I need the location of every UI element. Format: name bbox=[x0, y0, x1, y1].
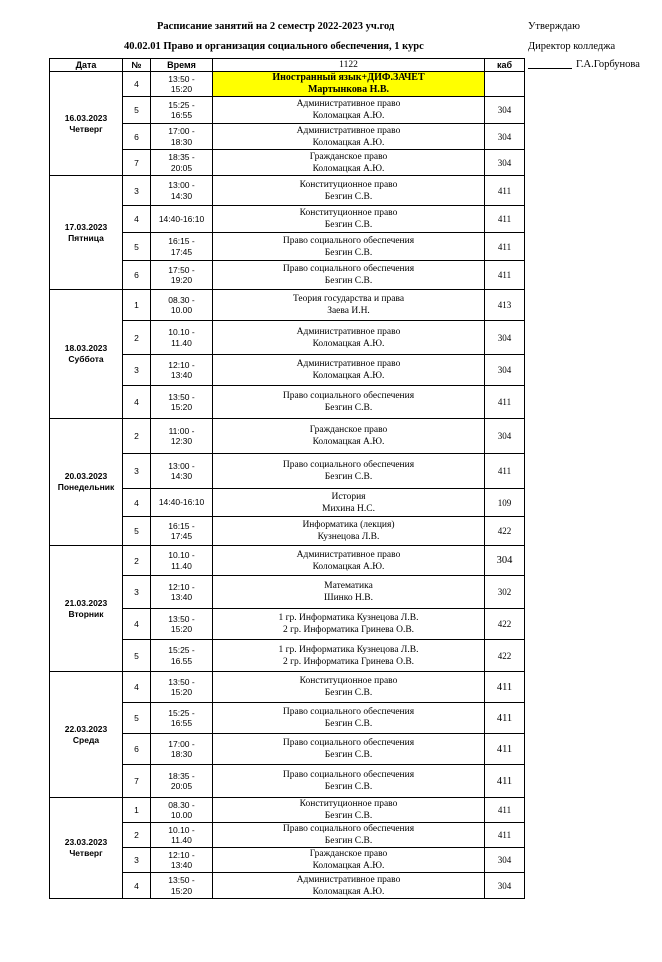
day-cell bbox=[50, 672, 123, 798]
teacher-name: Безгин С.В. bbox=[324, 191, 373, 202]
time-line: 15:20 bbox=[170, 687, 193, 697]
subject-name: Право социального обеспечения bbox=[282, 460, 415, 470]
subject-name: Конституционное право bbox=[299, 799, 398, 809]
lesson-room: 422 bbox=[485, 517, 525, 546]
time-line: 15:25 - bbox=[168, 99, 195, 110]
lesson-room: 304 bbox=[485, 873, 525, 899]
teacher-name: Коломацкая А.Ю. bbox=[312, 163, 385, 174]
lesson-room: 411 bbox=[485, 703, 525, 734]
lesson-number: 4 bbox=[123, 386, 151, 419]
lesson-room: 411 bbox=[485, 176, 525, 206]
lesson-subject bbox=[213, 672, 485, 703]
col-date-header: Дата bbox=[50, 59, 123, 72]
time-line: 18:30 bbox=[170, 749, 193, 759]
lesson-subject bbox=[213, 454, 485, 489]
time-line: 15:20 bbox=[170, 402, 193, 412]
time-line: 12:10 - bbox=[168, 581, 195, 592]
teacher-name: Коломацкая А.Ю. bbox=[312, 437, 385, 447]
day-weekday: Суббота bbox=[68, 354, 104, 364]
day-weekday: Пятница bbox=[68, 232, 104, 243]
lesson-subject bbox=[213, 765, 485, 798]
lesson-subject bbox=[213, 640, 485, 672]
time-line: 14:40-16:10 bbox=[158, 213, 205, 224]
lesson-time bbox=[151, 419, 213, 454]
day-date: 23.03.2023 bbox=[64, 837, 108, 847]
teacher-name: Безгин С.В. bbox=[324, 220, 373, 230]
lesson-number: 4 bbox=[123, 72, 151, 97]
teacher-name: 2 гр. Информатика Гринева О.В. bbox=[282, 625, 415, 635]
lesson-number: 6 bbox=[123, 261, 151, 290]
lesson-time bbox=[151, 672, 213, 703]
subject-name: Право социального обеспечения bbox=[282, 770, 415, 780]
time-line: 14:40-16:10 bbox=[158, 497, 205, 508]
subject-name: Административное право bbox=[296, 125, 401, 136]
lesson-number: 1 bbox=[123, 798, 151, 823]
lesson-room: 411 bbox=[485, 672, 525, 703]
time-line: 10.00 bbox=[170, 305, 193, 315]
lesson-time bbox=[151, 290, 213, 321]
lesson-number: 3 bbox=[123, 848, 151, 873]
subject-name: Иностранный язык+ДИФ.ЗАЧЕТ bbox=[272, 72, 425, 83]
lesson-subject bbox=[213, 206, 485, 233]
lesson-subject bbox=[213, 150, 485, 176]
lesson-room bbox=[485, 72, 525, 97]
teacher-name: Коломацкая А.Ю. bbox=[312, 137, 385, 148]
time-line: 11:00 - bbox=[168, 425, 195, 436]
subject-name: Конституционное право bbox=[299, 179, 398, 190]
time-line: 16.55 bbox=[170, 655, 193, 666]
time-line: 17:00 - bbox=[168, 738, 195, 749]
time-line: 14:30 bbox=[170, 471, 193, 481]
lesson-row bbox=[50, 798, 525, 823]
lesson-number: 6 bbox=[123, 124, 151, 150]
lesson-room: 304 bbox=[485, 321, 525, 355]
subject-name: Право социального обеспечения bbox=[282, 738, 415, 748]
teacher-name: Безгин С.В. bbox=[324, 719, 373, 729]
lesson-time bbox=[151, 576, 213, 609]
teacher-name: Безгин С.В. bbox=[324, 811, 373, 821]
subject-name: 1 гр. Информатика Кузнецова Л.В. bbox=[278, 644, 419, 655]
day-cell bbox=[50, 290, 123, 419]
schedule-table bbox=[49, 58, 525, 899]
lesson-number: 3 bbox=[123, 176, 151, 206]
signature-block bbox=[528, 59, 640, 70]
time-line: 10.10 - bbox=[168, 550, 195, 560]
director-label: Директор колледжа bbox=[528, 41, 616, 52]
teacher-name: Коломацкая А.Ю. bbox=[312, 111, 385, 121]
lesson-room: 411 bbox=[485, 261, 525, 290]
time-line: 16:55 bbox=[170, 110, 193, 120]
lesson-number: 5 bbox=[123, 517, 151, 546]
time-line: 13:50 - bbox=[168, 875, 195, 885]
lesson-row bbox=[50, 672, 525, 703]
lesson-subject bbox=[213, 848, 485, 873]
lesson-number: 3 bbox=[123, 355, 151, 386]
lesson-room: 411 bbox=[485, 765, 525, 798]
teacher-name: Заева И.Н. bbox=[327, 306, 370, 316]
lesson-room: 304 bbox=[485, 97, 525, 124]
lesson-time bbox=[151, 206, 213, 233]
teacher-name: 2 гр. Информатика Гринева О.В. bbox=[282, 656, 415, 667]
time-line: 13:40 bbox=[170, 860, 193, 870]
time-line: 15:20 bbox=[170, 885, 193, 896]
lesson-number: 4 bbox=[123, 609, 151, 640]
lesson-subject bbox=[213, 823, 485, 848]
lesson-time bbox=[151, 489, 213, 517]
lesson-number: 7 bbox=[123, 765, 151, 798]
teacher-name: Мартынкова Н.В. bbox=[307, 84, 390, 95]
lesson-row bbox=[50, 546, 525, 576]
day-date: 18.03.2023 bbox=[64, 343, 108, 353]
subject-name: Гражданское право bbox=[309, 425, 388, 435]
lesson-room: 304 bbox=[485, 355, 525, 386]
lesson-row bbox=[50, 176, 525, 206]
teacher-name: Коломацкая А.Ю. bbox=[312, 861, 385, 871]
lesson-room: 411 bbox=[485, 823, 525, 848]
col-group-header: 1122 bbox=[213, 59, 485, 72]
lesson-room: 411 bbox=[485, 454, 525, 489]
lesson-number: 4 bbox=[123, 672, 151, 703]
lesson-time bbox=[151, 823, 213, 848]
lesson-time bbox=[151, 321, 213, 355]
lesson-subject bbox=[213, 386, 485, 419]
lesson-time bbox=[151, 261, 213, 290]
time-line: 11.40 bbox=[171, 337, 192, 348]
day-date: 21.03.2023 bbox=[64, 597, 108, 608]
lesson-time bbox=[151, 640, 213, 672]
time-line: 12:10 - bbox=[168, 849, 195, 860]
time-line: 13:50 - bbox=[168, 391, 195, 402]
time-line: 19:20 bbox=[170, 275, 193, 285]
lesson-room: 411 bbox=[485, 233, 525, 261]
lesson-number: 7 bbox=[123, 150, 151, 176]
teacher-name: Кузнецова Л.В. bbox=[317, 532, 380, 542]
teacher-name: Безгин С.В. bbox=[324, 750, 373, 760]
lesson-time bbox=[151, 124, 213, 150]
lesson-number: 3 bbox=[123, 454, 151, 489]
col-room-header: каб bbox=[485, 59, 525, 72]
lesson-number: 5 bbox=[123, 640, 151, 672]
day-cell bbox=[50, 798, 123, 899]
time-line: 18:30 bbox=[170, 136, 193, 147]
schedule-body bbox=[50, 72, 525, 899]
lesson-time bbox=[151, 873, 213, 899]
lesson-number: 3 bbox=[123, 576, 151, 609]
lesson-subject bbox=[213, 609, 485, 640]
lesson-time bbox=[151, 609, 213, 640]
lesson-room: 302 bbox=[485, 576, 525, 609]
day-cell bbox=[50, 176, 123, 290]
lesson-time bbox=[151, 734, 213, 765]
subject-name: Конституционное право bbox=[299, 208, 398, 218]
time-line: 12:30 bbox=[170, 436, 193, 446]
lesson-time bbox=[151, 176, 213, 206]
time-line: 13:00 - bbox=[168, 180, 195, 190]
day-weekday: Четверг bbox=[69, 848, 103, 858]
teacher-name: Коломацкая А.Ю. bbox=[312, 886, 385, 897]
time-line: 13:50 - bbox=[168, 613, 195, 624]
lesson-time bbox=[151, 517, 213, 546]
schedule-title: Расписание занятий на 2 семестр 2022-2023 уч.год bbox=[157, 21, 395, 32]
time-line: 15:25 - bbox=[168, 707, 195, 718]
lesson-time bbox=[151, 233, 213, 261]
teacher-name: Безгин С.В. bbox=[324, 276, 373, 286]
lesson-room: 411 bbox=[485, 734, 525, 765]
time-line: 15:20 bbox=[170, 624, 193, 634]
time-line: 12:10 - bbox=[168, 359, 195, 370]
subject-name: Право социального обеспечения bbox=[282, 824, 415, 834]
lesson-subject bbox=[213, 576, 485, 609]
lesson-number: 4 bbox=[123, 206, 151, 233]
time-line: 10.00 bbox=[170, 810, 193, 820]
time-line: 18:35 - bbox=[168, 770, 195, 781]
lesson-subject bbox=[213, 176, 485, 206]
lesson-room: 304 bbox=[485, 150, 525, 176]
teacher-name: Коломацкая А.Ю. bbox=[312, 561, 385, 572]
lesson-time bbox=[151, 546, 213, 576]
lesson-subject bbox=[213, 355, 485, 386]
subject-name: История bbox=[331, 491, 366, 502]
lesson-number: 2 bbox=[123, 546, 151, 576]
lesson-subject bbox=[213, 734, 485, 765]
lesson-time bbox=[151, 454, 213, 489]
subject-name: Информатика (лекция) bbox=[302, 520, 395, 530]
col-time-header: Время bbox=[151, 59, 213, 72]
day-weekday: Понедельник bbox=[57, 482, 115, 492]
lesson-number: 4 bbox=[123, 873, 151, 899]
signature-line bbox=[528, 68, 572, 69]
subject-name: Административное право bbox=[296, 874, 401, 885]
subject-name: Административное право bbox=[296, 99, 401, 109]
lesson-time bbox=[151, 798, 213, 823]
lesson-subject bbox=[213, 321, 485, 355]
lesson-row bbox=[50, 290, 525, 321]
lesson-subject bbox=[213, 703, 485, 734]
day-date: 17.03.2023 bbox=[64, 221, 108, 232]
lesson-number: 6 bbox=[123, 734, 151, 765]
lesson-subject bbox=[213, 97, 485, 124]
time-line: 13:00 - bbox=[168, 460, 195, 471]
day-cell bbox=[50, 546, 123, 672]
time-line: 13:40 bbox=[170, 370, 193, 380]
time-line: 18:35 - bbox=[168, 152, 195, 162]
lesson-room: 304 bbox=[485, 546, 525, 576]
subject-name: Конституционное право bbox=[299, 676, 398, 686]
time-line: 15:20 bbox=[170, 84, 193, 94]
subject-name: Административное право bbox=[296, 326, 401, 337]
lesson-time bbox=[151, 386, 213, 419]
day-date: 16.03.2023 bbox=[64, 112, 108, 123]
highlighted-subject bbox=[213, 72, 485, 97]
lesson-room: 413 bbox=[485, 290, 525, 321]
lesson-number: 2 bbox=[123, 823, 151, 848]
teacher-name: Коломацкая А.Ю. bbox=[312, 371, 385, 381]
day-date: 20.03.2023 bbox=[64, 471, 108, 481]
lesson-number: 5 bbox=[123, 703, 151, 734]
lesson-time bbox=[151, 355, 213, 386]
day-cell bbox=[50, 72, 123, 176]
day-weekday: Вторник bbox=[68, 608, 104, 619]
lesson-subject bbox=[213, 798, 485, 823]
time-line: 13:40 bbox=[170, 592, 193, 602]
col-num-header: № bbox=[123, 59, 151, 72]
day-weekday: Среда bbox=[72, 734, 100, 745]
teacher-name: Михина Н.С. bbox=[322, 503, 375, 514]
day-cell bbox=[50, 419, 123, 546]
time-line: 17:00 - bbox=[168, 126, 195, 136]
lesson-subject bbox=[213, 233, 485, 261]
time-line: 08.30 - bbox=[168, 799, 195, 810]
lesson-room: 304 bbox=[485, 124, 525, 150]
time-line: 15:25 - bbox=[168, 645, 195, 655]
header-row bbox=[50, 59, 525, 72]
lesson-row bbox=[50, 72, 525, 97]
time-line: 16:15 - bbox=[168, 520, 195, 531]
lesson-subject bbox=[213, 489, 485, 517]
subject-name: Гражданское право bbox=[309, 151, 388, 162]
teacher-name: Безгин С.В. bbox=[324, 836, 373, 846]
teacher-name: Безгин С.В. bbox=[324, 247, 373, 258]
director-name: Г.А.Горбунова bbox=[576, 59, 640, 70]
time-line: 20:05 bbox=[170, 781, 193, 791]
time-line: 11.40 bbox=[171, 835, 192, 845]
lesson-subject bbox=[213, 261, 485, 290]
lesson-room: 422 bbox=[485, 640, 525, 672]
lesson-room: 411 bbox=[485, 206, 525, 233]
lesson-room: 304 bbox=[485, 419, 525, 454]
lesson-time bbox=[151, 150, 213, 176]
day-date: 22.03.2023 bbox=[64, 723, 108, 734]
lesson-time bbox=[151, 848, 213, 873]
subject-name: Право социального обеспечения bbox=[282, 707, 415, 717]
subject-name: Гражданское право bbox=[309, 849, 388, 859]
lesson-subject bbox=[213, 290, 485, 321]
teacher-name: Коломацкая А.Ю. bbox=[312, 338, 385, 349]
time-line: 16:55 bbox=[170, 718, 193, 728]
subject-name: Право социального обеспечения bbox=[282, 235, 415, 246]
time-line: 20:05 bbox=[170, 162, 193, 173]
lesson-room: 109 bbox=[485, 489, 525, 517]
lesson-number: 1 bbox=[123, 290, 151, 321]
lesson-time bbox=[151, 703, 213, 734]
time-line: 14:30 bbox=[170, 190, 193, 201]
lesson-number: 4 bbox=[123, 489, 151, 517]
teacher-name: Безгин С.В. bbox=[324, 472, 373, 482]
lesson-number: 2 bbox=[123, 321, 151, 355]
subject-name: Административное право bbox=[296, 359, 401, 369]
time-line: 17:45 bbox=[170, 246, 193, 257]
time-line: 13:50 - bbox=[168, 73, 195, 84]
lesson-subject bbox=[213, 124, 485, 150]
lesson-room: 304 bbox=[485, 848, 525, 873]
time-line: 16:15 - bbox=[168, 236, 195, 246]
program-subtitle: 40.02.01 Право и организация социального обеспечения, 1 курс bbox=[124, 41, 424, 52]
lesson-subject bbox=[213, 873, 485, 899]
day-weekday: Четверг bbox=[69, 123, 103, 134]
teacher-name: Безгин С.В. bbox=[324, 403, 373, 413]
lesson-subject bbox=[213, 517, 485, 546]
subject-name: Математика bbox=[324, 581, 373, 591]
subject-name: Административное право bbox=[296, 549, 401, 560]
lesson-time bbox=[151, 97, 213, 124]
time-line: 17:50 - bbox=[168, 264, 195, 275]
lesson-number: 2 bbox=[123, 419, 151, 454]
lesson-room: 411 bbox=[485, 798, 525, 823]
teacher-name: Безгин С.В. bbox=[324, 688, 373, 698]
lesson-number: 5 bbox=[123, 233, 151, 261]
lesson-row bbox=[50, 419, 525, 454]
subject-name: Право социального обеспечения bbox=[282, 391, 415, 401]
time-line: 13:50 - bbox=[168, 676, 195, 687]
subject-name: Право социального обеспечения bbox=[282, 264, 415, 274]
lesson-room: 411 bbox=[485, 386, 525, 419]
time-line: 10.10 - bbox=[168, 327, 195, 337]
time-line: 10.10 - bbox=[168, 824, 195, 835]
teacher-name: Шинко Н.В. bbox=[324, 593, 373, 603]
approve-label: Утверждаю bbox=[528, 21, 580, 32]
lesson-number: 5 bbox=[123, 97, 151, 124]
lesson-room: 422 bbox=[485, 609, 525, 640]
time-line: 17:45 bbox=[170, 531, 193, 541]
subject-name: Теория государства и права bbox=[292, 294, 405, 304]
lesson-subject bbox=[213, 546, 485, 576]
teacher-name: Безгин С.В. bbox=[324, 782, 373, 792]
lesson-time bbox=[151, 72, 213, 97]
subject-name: 1 гр. Информатика Кузнецова Л.В. bbox=[278, 613, 419, 623]
time-line: 08.30 - bbox=[168, 294, 195, 305]
lesson-time bbox=[151, 765, 213, 798]
lesson-subject bbox=[213, 419, 485, 454]
time-line: 11.40 bbox=[171, 560, 192, 571]
